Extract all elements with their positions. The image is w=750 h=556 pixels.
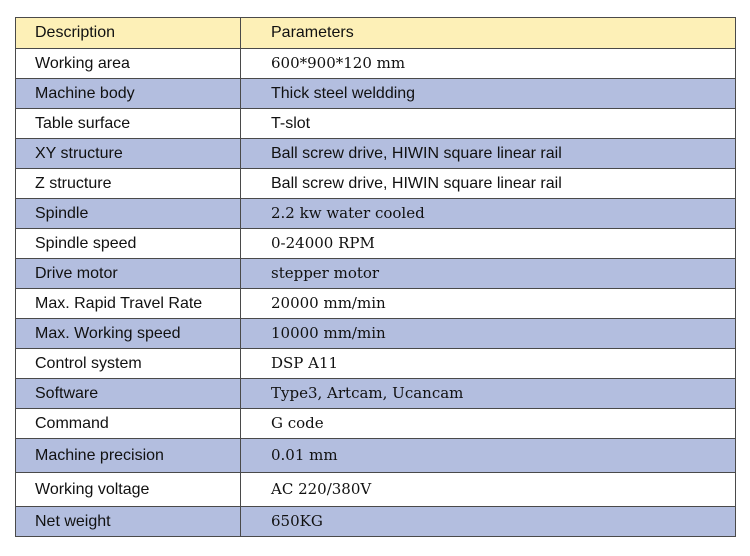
table-row [16, 439, 736, 473]
table-row [16, 229, 736, 259]
table-row [16, 139, 736, 169]
table-row [16, 409, 736, 439]
row-parameter: 2.2 kw water cooled [241, 199, 736, 229]
table-row [16, 199, 736, 229]
row-description: Net weight [16, 507, 241, 537]
table-row [16, 379, 736, 409]
table-row [16, 319, 736, 349]
row-description: Working voltage [16, 473, 241, 507]
row-description: Machine precision [16, 439, 241, 473]
row-description: Working area [16, 49, 241, 79]
table-row [16, 289, 736, 319]
row-parameter: AC 220/380V [241, 473, 736, 507]
row-description: Drive motor [16, 259, 241, 289]
row-description: Command [16, 409, 241, 439]
table-row [16, 49, 736, 79]
header-parameters: Parameters [241, 18, 736, 49]
row-parameter: 0-24000 RPM [241, 229, 736, 259]
row-description: Table surface [16, 109, 241, 139]
row-parameter: 20000 mm/min [241, 289, 736, 319]
row-description: Max. Rapid Travel Rate [16, 289, 241, 319]
table-row [16, 109, 736, 139]
row-parameter: 650KG [241, 507, 736, 537]
table-row [16, 473, 736, 507]
table-row [16, 79, 736, 109]
table-row [16, 169, 736, 199]
row-parameter: Ball screw drive, HIWIN square linear rail [241, 139, 736, 169]
row-parameter: G code [241, 409, 736, 439]
row-description: Control system [16, 349, 241, 379]
table-header-row [16, 18, 736, 49]
row-parameter: Type3, Artcam, Ucancam [241, 379, 736, 409]
row-parameter: 600*900*120 mm [241, 49, 736, 79]
row-description: Software [16, 379, 241, 409]
row-parameter: DSP A11 [241, 349, 736, 379]
row-parameter: Ball screw drive, HIWIN square linear rail [241, 169, 736, 199]
row-parameter: T-slot [241, 109, 736, 139]
table-row [16, 507, 736, 537]
row-parameter: Thick steel weldding [241, 79, 736, 109]
row-description: Spindle speed [16, 229, 241, 259]
row-description: Spindle [16, 199, 241, 229]
row-description: Machine body [16, 79, 241, 109]
row-parameter: stepper motor [241, 259, 736, 289]
row-parameter: 10000 mm/min [241, 319, 736, 349]
header-description: Description [16, 18, 241, 49]
row-description: Z structure [16, 169, 241, 199]
row-description: XY structure [16, 139, 241, 169]
table-row [16, 349, 736, 379]
spec-table [15, 17, 736, 537]
row-parameter: 0.01 mm [241, 439, 736, 473]
row-description: Max. Working speed [16, 319, 241, 349]
table-row [16, 259, 736, 289]
